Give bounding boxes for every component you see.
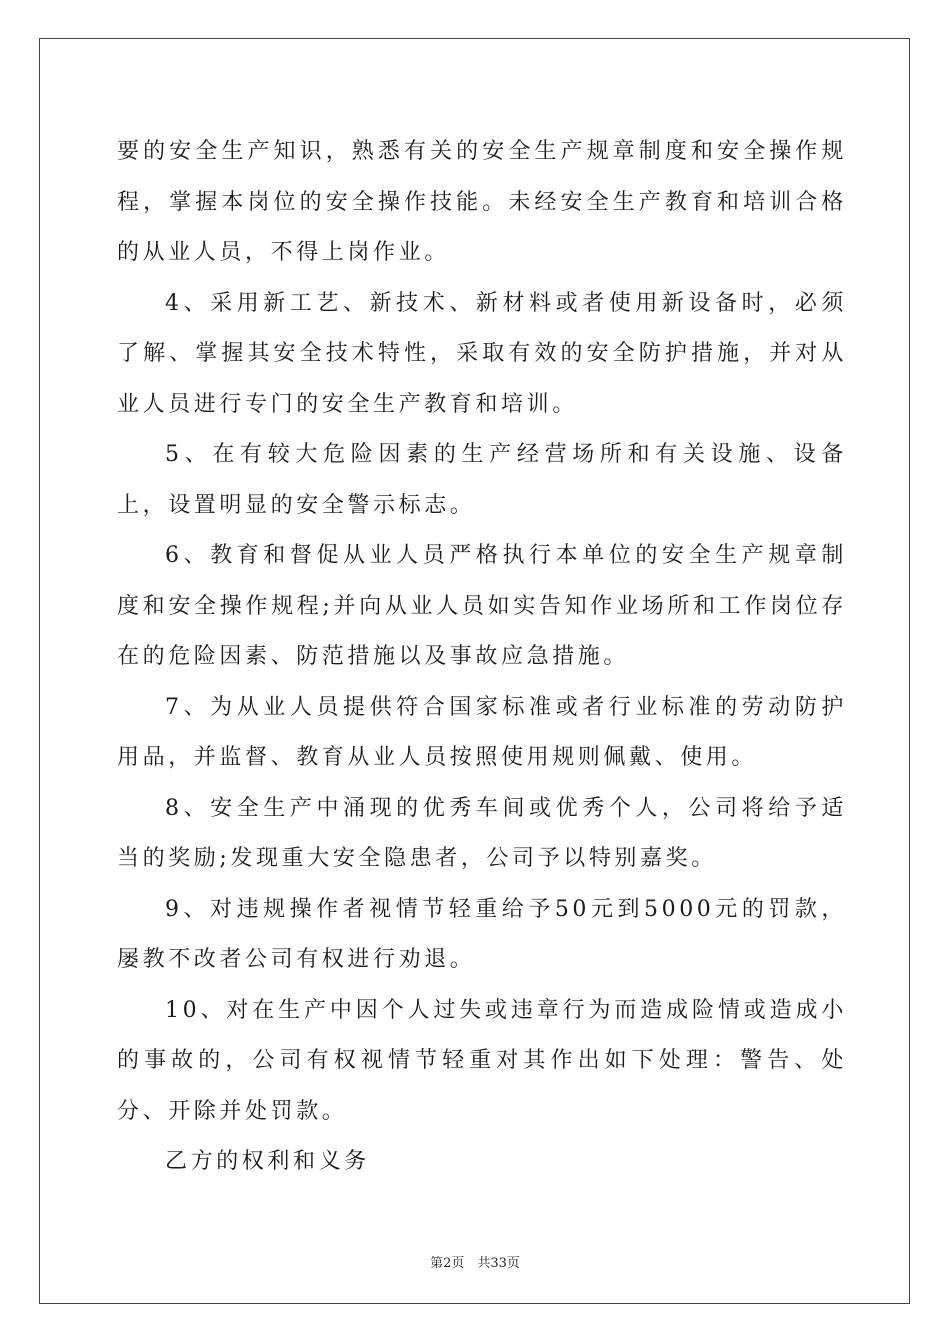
paragraph: 10、对在生产中因个人过失或违章行为而造成险情或造成小的事故的，公司有权视情节轻重对其作出如下处理：警告、处分、开除并处罚款。 bbox=[117, 997, 847, 1124]
paragraph: 4、采用新工艺、新技术、新材料或者使用新设备时，必须了解、掌握其安全技术特性，采取有效的安全防护措施，并对从业人员进行专门的安全生产教育和培训。 bbox=[117, 290, 847, 417]
document-body bbox=[117, 127, 847, 1188]
paragraph: 9、对违规操作者视情节轻重给予50元到5000元的罚款，屡教不改者公司有权进行劝退。 bbox=[117, 896, 847, 972]
paragraph: 要的安全生产知识，熟悉有关的安全生产规章制度和安全操作规程，掌握本岗位的安全操作技能。未经安全生产教育和培训合格的从业人员，不得上岗作业。 bbox=[117, 139, 847, 265]
section-heading: 乙方的权利和义务 bbox=[165, 1149, 370, 1174]
paragraph: 6、教育和督促从业人员严格执行本单位的安全生产规章制度和安全操作规程;并向从业人员如实告知作业场所和工作岗位存在的危险因素、防范措施以及事故应急措施。 bbox=[117, 543, 847, 669]
paragraph: 7、为从业人员提供符合国家标准或者行业标准的劳动防护用品，并监督、教育从业人员按照使用规则佩戴、使用。 bbox=[117, 694, 847, 770]
paragraph: 5、在有较大危险因素的生产经营场所和有关设施、设备上，设置明显的安全警示标志。 bbox=[117, 442, 847, 518]
paragraph: 8、安全生产中涌现的优秀车间或优秀个人，公司将给予适当的奖励;发现重大安全隐患者，公司予以特别嘉奖。 bbox=[117, 795, 847, 871]
page-number: 第2页 共33页 bbox=[430, 1256, 520, 1271]
